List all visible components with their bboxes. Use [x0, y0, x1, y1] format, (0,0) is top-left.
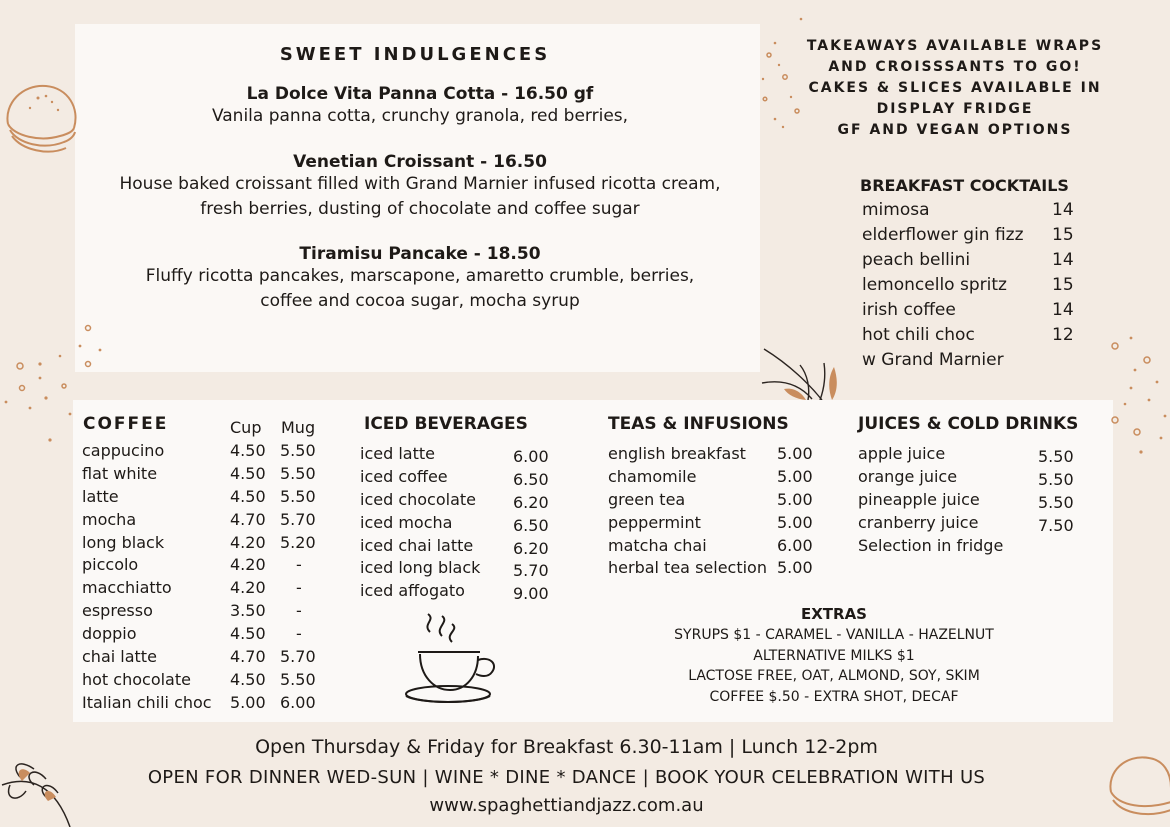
item-price: 5.00 [777, 489, 813, 509]
cup-price: 4.20 [230, 578, 266, 598]
item-price: 6.20 [513, 492, 549, 512]
list-item [82, 577, 322, 600]
item-name: hot chocolate [82, 669, 191, 689]
item-name: iced chocolate [360, 489, 477, 509]
item-price: 15 [1052, 225, 1074, 245]
leaf-icon [0, 755, 75, 827]
juices-heading: JUICES & COLD DRINKS [858, 414, 1079, 434]
dinner-notice: OPEN FOR DINNER WED-SUN | WINE * DINE * DANCE | BOOK YOUR CELEBRATION WITH US [147, 767, 986, 788]
mug-price: 5.70 [280, 509, 316, 529]
item-name: irish coffee [862, 300, 956, 320]
extras-line: SYRUPS $1 - CARAMEL - VANILLA - HAZELNUT [674, 626, 994, 643]
list-item [608, 512, 828, 535]
takeaways-notice [770, 36, 1140, 141]
list-item [360, 580, 560, 603]
iced-list [360, 443, 560, 603]
item-price: 14 [1052, 300, 1074, 320]
sweet-item-title: La Dolce Vita Panna Cotta - 16.50 gf [246, 84, 594, 104]
list-item [82, 554, 322, 577]
mug-price: 5.50 [280, 669, 316, 689]
item-name: hot chili choc [862, 325, 975, 345]
list-item [82, 600, 322, 623]
teas-list [608, 443, 828, 580]
item-price: 6.00 [513, 447, 549, 466]
list-item [360, 489, 560, 512]
item-name: lemoncello spritz [862, 275, 1007, 295]
item-price: 6.50 [513, 515, 549, 535]
item-price: 6.00 [777, 535, 813, 555]
item-price: 5.50 [1038, 447, 1074, 466]
list-item [360, 557, 560, 580]
list-item [862, 298, 1082, 323]
item-name: iced coffee [360, 466, 448, 486]
cup-price: 4.50 [230, 624, 266, 644]
item-name: piccolo [82, 555, 139, 575]
extras-line: LACTOSE FREE, OAT, ALMOND, SOY, SKIM [688, 668, 980, 685]
item-name: cappucino [82, 441, 165, 460]
item-price: 9.00 [513, 584, 549, 604]
item-price: 14 [1052, 200, 1074, 220]
mug-price: - [296, 578, 302, 598]
opening-hours: Open Thursday & Friday for Breakfast 6.30-11am | Lunch 12-2pm [255, 736, 878, 758]
item-name: mocha [82, 509, 137, 529]
list-item [360, 535, 560, 558]
juices-list [858, 443, 1078, 557]
item-name: matcha chai [608, 535, 707, 555]
item-name: chai latte [82, 647, 157, 667]
list-item [608, 489, 828, 512]
macaron-icon [0, 78, 82, 156]
list-item [608, 443, 828, 466]
breakfast-cocktails-heading: BREAKFAST COCKTAILS [860, 176, 1069, 195]
list-item [82, 463, 322, 486]
sweet-item-title: Venetian Croissant - 16.50 [293, 152, 547, 172]
cup-price: 4.70 [230, 509, 266, 529]
mug-price: - [296, 601, 302, 621]
mug-price: 5.20 [280, 532, 316, 552]
item-name: chamomile [608, 466, 697, 486]
item-price: 5.00 [777, 444, 813, 463]
item-price: 5.50 [1038, 492, 1074, 512]
list-item [82, 532, 322, 555]
takeaways-line: GF AND VEGAN OPTIONS [837, 122, 1073, 138]
mug-price: 5.50 [280, 463, 316, 483]
list-item [82, 669, 322, 692]
item-name: herbal tea selection [608, 558, 767, 578]
teas-heading: TEAS & INFUSIONS [608, 414, 789, 434]
item-price: 14 [1052, 250, 1074, 270]
cup-price: 4.20 [230, 532, 266, 552]
mug-price: 5.50 [280, 441, 316, 460]
cup-price: 4.50 [230, 486, 266, 506]
cup-price: 4.50 [230, 463, 266, 483]
list-item [360, 443, 560, 466]
item-name: iced long black [360, 558, 481, 578]
leaf-icon [760, 345, 842, 400]
item-name: mimosa [862, 200, 930, 220]
item-price: 7.50 [1038, 515, 1074, 535]
list-item [862, 223, 1082, 248]
coffee-heading: COFFEE [83, 414, 169, 434]
sweet-item-desc: coffee and cocoa sugar, mocha syrup [260, 291, 580, 311]
coffee-cup-label: Cup [230, 418, 262, 437]
sweet-item-desc: Vanila panna cotta, crunchy granola, red berries, [211, 106, 629, 126]
cup-price: 4.50 [230, 441, 266, 460]
list-item [858, 466, 1078, 489]
item-name: w Grand Marnier [862, 350, 1004, 370]
item-name: iced affogato [360, 581, 465, 601]
mug-price: 5.70 [280, 647, 316, 667]
item-name: Selection in fridge [858, 535, 1004, 555]
list-item [360, 512, 560, 535]
item-price: 5.00 [777, 512, 813, 532]
extras-heading: EXTRAS [800, 605, 867, 623]
sweet-item-desc: Fluffy ricotta pancakes, marscapone, amaretto crumble, berries, [145, 266, 695, 286]
takeaways-line: CAKES & SLICES AVAILABLE IN [808, 80, 1102, 96]
cup-price: 3.50 [230, 601, 266, 621]
item-name: orange juice [858, 466, 958, 486]
extras-line: ALTERNATIVE MILKS $1 [753, 647, 915, 664]
item-price: 15 [1052, 275, 1074, 295]
dots-decoration [1105, 330, 1170, 460]
item-name: peppermint [608, 512, 701, 532]
list-item [862, 323, 1082, 348]
mug-price: 5.50 [280, 486, 316, 506]
sweet-item-desc: fresh berries, dusting of chocolate and coffee sugar [200, 199, 640, 219]
mug-price: - [296, 624, 302, 644]
list-item [82, 509, 322, 532]
coffee-cup-icon [400, 612, 500, 707]
list-item [858, 535, 1078, 558]
list-item [858, 443, 1078, 466]
sweet-item-title: Tiramisu Pancake - 18.50 [299, 244, 541, 264]
list-item [82, 623, 322, 646]
item-price: 5.50 [1038, 469, 1074, 489]
list-item [608, 557, 828, 580]
item-name: cranberry juice [858, 512, 979, 532]
coffee-list [82, 440, 322, 715]
item-name: doppio [82, 624, 137, 644]
list-item [82, 440, 322, 463]
extras-section [634, 604, 1034, 708]
sweet-item-desc: House baked croissant filled with Grand Marnier infused ricotta cream, [119, 174, 721, 194]
list-item [862, 273, 1082, 298]
list-item [858, 489, 1078, 512]
list-item [82, 486, 322, 509]
sweet-item [90, 84, 750, 129]
item-name: flat white [82, 463, 158, 483]
coffee-mug-label: Mug [281, 418, 316, 437]
item-name: iced chai latte [360, 535, 474, 555]
item-name: iced latte [360, 444, 435, 463]
item-name: elderflower gin fizz [862, 225, 1024, 245]
takeaways-line: DISPLAY FRIDGE [876, 101, 1034, 117]
list-item [82, 646, 322, 669]
breakfast-cocktails-list [862, 198, 1082, 373]
list-item [862, 348, 1082, 373]
website-link[interactable]: www.spaghettiandjazz.com.au [429, 795, 704, 816]
takeaways-line: AND CROISSSANTS TO GO! [828, 59, 1082, 75]
item-price: 12 [1052, 325, 1074, 345]
takeaways-line: TAKEAWAYS AVAILABLE WRAPS [806, 38, 1104, 54]
item-price: 5.70 [513, 561, 549, 581]
iced-heading: ICED BEVERAGES [364, 414, 528, 434]
list-item [858, 512, 1078, 535]
item-name: iced mocha [360, 512, 453, 532]
cup-price: 5.00 [230, 692, 266, 712]
item-name: green tea [608, 489, 686, 509]
cup-price: 4.70 [230, 647, 266, 667]
item-price: 6.50 [513, 469, 549, 489]
cup-price: 4.50 [230, 669, 266, 689]
item-name: latte [82, 486, 119, 506]
mug-price: 6.00 [280, 692, 316, 712]
item-name: pineapple juice [858, 489, 980, 509]
list-item [608, 466, 828, 489]
list-item [82, 692, 322, 715]
mug-price: - [296, 555, 302, 575]
item-price: 5.00 [777, 466, 813, 486]
sweet-item [90, 244, 750, 314]
item-name: peach bellini [862, 250, 971, 270]
sweet-item [90, 152, 750, 222]
list-item [862, 248, 1082, 273]
item-name: Italian chili choc [82, 692, 212, 712]
item-name: macchiatto [82, 578, 172, 598]
item-name: apple juice [858, 444, 946, 463]
item-name: long black [82, 532, 165, 552]
item-name: espresso [82, 601, 153, 621]
cup-price: 4.20 [230, 555, 266, 575]
item-price: 6.20 [513, 538, 549, 558]
list-item [608, 535, 828, 558]
list-item [360, 466, 560, 489]
list-item [862, 198, 1082, 223]
extras-line: COFFEE $.50 - EXTRA SHOT, DECAF [709, 689, 959, 706]
sweet-heading: SWEET INDULGENCES [279, 44, 551, 65]
item-name: english breakfast [608, 444, 746, 463]
item-price: 5.00 [777, 558, 813, 578]
